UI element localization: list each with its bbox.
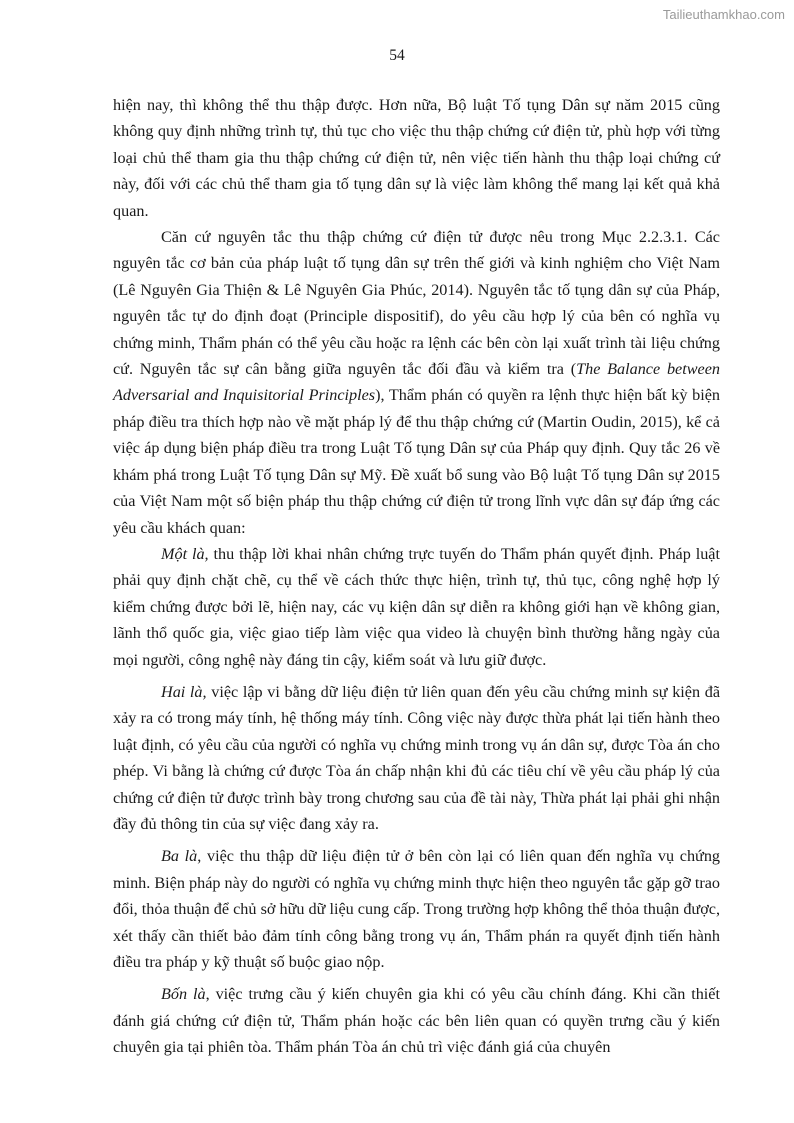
paragraph-6-lead: Bốn là xyxy=(161,985,206,1004)
paragraph-5-lead: Ba là xyxy=(161,847,198,866)
paragraph-1 xyxy=(113,92,720,224)
paragraph-5 xyxy=(113,843,720,975)
paragraph-1-text: hiện nay, thì không thể thu thập được. Hơn nữa, Bộ luật Tố tụng Dân sự năm 2015 cũng không quy định những trình tự, thủ tục cho việc thu thập chứng cứ điện tử, phù hợp với từng loại chủ thể tham gia thu thập chứng cứ điện tử, nên việc tiến hành thu thập loại chứng cứ này, đối với các chủ thể tham gia tố tụng dân sự là việc làm không thể mang lại kết quả khả quan. xyxy=(113,96,720,220)
paragraph-3 xyxy=(113,541,720,673)
watermark: Tailieuthamkhao.com xyxy=(662,7,785,22)
paragraph-4-text: việc lập vi bằng dữ liệu điện tử liên quan đến yêu cầu chứng minh sự kiện đã xảy ra có trong máy tính, hệ thống máy tính. Công việc này được thừa phát lại tiến hành theo luật định, có yêu cầu của người có nghĩa vụ chứng minh trong vụ án dân sự, được Tòa án cho phép. Vi bằng là chứng cứ được Tòa án chấp nhận khi đủ các tiêu chí về yêu cầu pháp lý của chứng cứ điện tử được trình bày trong chương sau của đề tài này, Thừa phát lại phải ghi nhận đầy đủ thông tin của sự việc đang xảy ra. xyxy=(113,682,721,833)
paragraph-2 xyxy=(113,224,720,541)
paragraph-5-text: , việc thu thập dữ liệu điện tử ở bên còn lại có liên quan đến nghĩa vụ chứng minh. Biện pháp này do người có nghĩa vụ chứng minh thực hiện theo nguyên tắc gặp gỡ trao đổi, thỏa thuận để chủ sở hữu dữ liệu cung cấp. Trong trường hợp không thể thỏa thuận được, xét thấy cần thiết bảo đảm tính công bằng trong vụ án, Thẩm phán ra quyết định tiến hành điều tra pháp y kỹ thuật số buộc giao nộp. xyxy=(113,847,721,971)
paragraph-2-text-a: Căn cứ nguyên tắc thu thập chứng cứ điện tử được nêu trong Mục 2.2.3.1. Các nguyên tắc cơ bản của pháp luật tố tụng dân sự trên thế giới và kinh nghiệm cho Việt Nam (Lê Nguyên Gia Thiện & Lê Nguyên Gia Phúc, 2014). Nguyên tắc tố tụng dân sự của Pháp, nguyên tắc tự do định đoạt (Principle dispositif), do yêu cầu hợp lý của bên có nghĩa vụ chứng minh, Thẩm phán có thể yêu cầu hoặc ra lệnh các bên còn lại xuất trình tài liệu chứng cứ. Nguyên tắc sự cân bằng giữa nguyên tắc đối đầu và kiểm tra ( xyxy=(113,228,720,379)
paragraph-3-text: thu thập lời khai nhân chứng trực tuyến do Thẩm phán quyết định. Pháp luật phải quy định chặt chẽ, cụ thể về cách thức thực hiện, trình tự, thủ tục, công nghệ hợp lý kiểm chứng được bởi lẽ, hiện nay, các vụ kiện dân sự diễn ra không giới hạn về không gian, lãnh thổ quốc gia, việc giao tiếp làm việc qua video là chuyện bình thường hằng ngày của mọi người, công nghệ này đáng tin cậy, kiểm soát và lưu giữ được. xyxy=(113,544,720,669)
paragraph-2-text-b: ), Thẩm phán có quyền ra lệnh thực hiện bất kỳ biện pháp điều tra thích hợp nào về mặt pháp lý để thu thập chứng cứ (Martin Oudin, 2015), kể cả việc áp dụng biện pháp điều tra trong Luật Tố tụng Dân sự của Pháp quy định. Quy tắc 26 về khám phá trong Luật Tố tụng Dân sự Mỹ. Đề xuất bổ sung vào Bộ luật Tố tụng Dân sự 2015 của Việt Nam một số biện pháp thu thập chứng cứ điện tử trong lĩnh vực dân sự đáp ứng các yêu cầu khách quan: xyxy=(113,386,720,537)
paragraph-6 xyxy=(113,981,720,1060)
paragraph-2-italic-title: The Balance between Adversarial and Inquisitorial Principles xyxy=(113,360,720,405)
body-text xyxy=(113,92,720,1061)
paragraph-3-lead: Một là, xyxy=(161,544,209,563)
paragraph-6-text: , việc trưng cầu ý kiến chuyên gia khi có yêu cầu chính đáng. Khi cần thiết đánh giá chứng cứ điện tử, Thẩm phán hoặc các bên liên quan có quyền trưng cầu ý kiến chuyên gia tại phiên tòa. Thẩm phán Tòa án chủ trì việc đánh giá của chuyên xyxy=(113,985,720,1057)
paragraph-4-lead: Hai là, xyxy=(161,682,207,701)
page-number: 54 xyxy=(389,47,405,64)
paragraph-4 xyxy=(113,679,720,837)
